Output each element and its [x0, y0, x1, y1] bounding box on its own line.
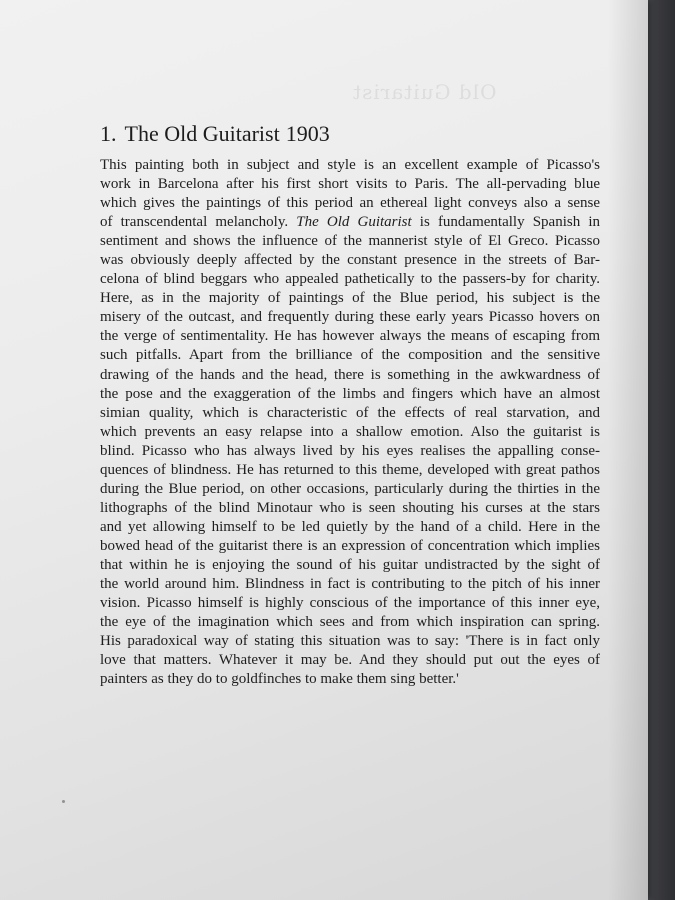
- body-line: work in Barcelona after his first short visits to Paris. The all-pervading blue: [100, 176, 600, 193]
- body-line: such pitfalls. Apart from the brilliance of the composition and the sensitive: [100, 347, 600, 364]
- body-line: His paradoxical way of stating this situation was to say: 'There is in fact only: [100, 633, 600, 650]
- show-through-text: Old Guitarist: [352, 80, 497, 104]
- body-line: that within he is enjoying the sound of his guitar undistracted by the sight of: [100, 556, 600, 573]
- body-line: the eye of the imagination which sees and from which inspiration can spring.: [100, 614, 600, 631]
- body-line: Here, as in the majority of paintings of the Blue period, his subject is the: [100, 290, 600, 307]
- body-line: simian quality, which is characteristic of the effects of real starvation, and: [100, 404, 600, 421]
- body-line: sentiment and shows the influence of the mannerist style of El Greco. Picasso: [100, 233, 600, 250]
- body-line: the pose and the exaggeration of the limbs and fingers which have an almost: [100, 385, 600, 402]
- body-line: painters as they do to goldfinches to make them sing better.': [100, 671, 459, 688]
- body-line: celona of blind beggars who appealed pathetically to the passers-by for charity.: [100, 271, 600, 288]
- section-title: The Old Guitarist: [124, 121, 280, 146]
- body-line: quences of blindness. He has returned to this theme, developed with great pathos: [100, 461, 600, 478]
- body-line: bowed head of the guitarist there is an expression of concentration which implies: [100, 537, 600, 554]
- body-text: [100, 156, 600, 689]
- body-line: the world around him. Blindness in fact is contributing to the pitch of his inner: [100, 576, 600, 593]
- section-heading: [100, 121, 330, 147]
- body-line: blind. Picasso who has always lived by his eyes realises the appalling conse-: [100, 442, 600, 459]
- body-line: lithographs of the blind Minotaur who is seen shouting his curses at the stars: [100, 499, 600, 516]
- body-line: of transcendental melancholy. The Old Guitarist is fundamentally Spanish in: [100, 214, 600, 231]
- page-gutter-shadow: [608, 0, 648, 900]
- body-line: the verge of sentimentality. He has however always the means of escaping from: [100, 328, 600, 345]
- section-number: 1.: [100, 121, 117, 146]
- body-line: and yet allowing himself to be led quietly by the hand of a child. Here in the: [100, 518, 600, 535]
- italic-title: The Old Guitarist: [296, 214, 412, 231]
- body-line: which prevents an easy relapse into a shallow emotion. Also the guitarist is: [100, 423, 600, 440]
- paper-speck: [62, 800, 65, 803]
- body-line: vision. Picasso himself is highly conscious of the importance of this inner eye,: [100, 595, 600, 612]
- body-line: misery of the outcast, and frequently during these early years Picasso hovers on: [100, 309, 600, 326]
- body-line: which gives the paintings of this period an ethereal light conveys also a sense: [100, 195, 600, 212]
- body-line: love that matters. Whatever it may be. And they should put out the eyes of: [100, 652, 600, 669]
- body-line: This painting both in subject and style is an excellent example of Picasso's: [100, 157, 600, 173]
- section-year: 1903: [285, 121, 330, 146]
- body-line: drawing of the hands and the head, there is something in the awkwardness of: [100, 366, 600, 383]
- body-line: during the Blue period, on other occasions, particularly during the thirties in the: [100, 480, 600, 497]
- body-line: was obviously deeply affected by the constant presence in the streets of Bar-: [100, 252, 600, 269]
